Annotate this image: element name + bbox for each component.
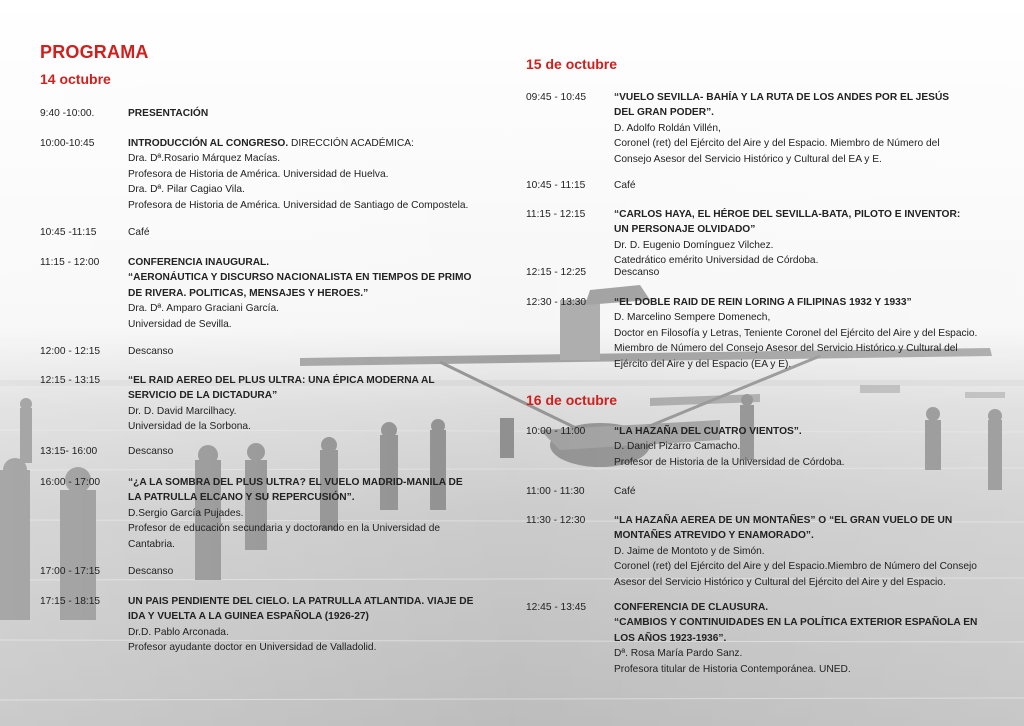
session-line bbox=[128, 625, 473, 640]
session-line bbox=[128, 444, 173, 459]
session-time: 12:45 - 13:45 bbox=[526, 602, 587, 613]
session-line bbox=[128, 609, 473, 624]
session-line bbox=[128, 255, 471, 270]
session-line bbox=[614, 238, 960, 253]
session-line bbox=[614, 222, 960, 237]
session-info-text: Profesor de educación secundaria y doctorando en la Universidad de bbox=[128, 523, 441, 535]
session-details bbox=[614, 600, 977, 677]
session-line bbox=[128, 301, 471, 316]
session-info-text: D. Daniel Pizarro Camacho. bbox=[614, 441, 741, 453]
session-info-text: Café bbox=[614, 486, 636, 497]
session-details bbox=[128, 344, 173, 359]
session-info-text: Asesor del Servicio Histórico y Cultural del Ejército del Aire y del Espacio. bbox=[614, 576, 946, 588]
session-info-text: Coronel (ret) del Ejército del Aire y del Espacio.Miembro de Número del Consejo bbox=[614, 561, 977, 573]
session-info-text: DIRECCIÓN ACADÉMICA: bbox=[288, 138, 414, 149]
session-time: 12:30 - 13:30 bbox=[526, 297, 587, 308]
session-heading-text: SERVICIO DE LA DICTADURA” bbox=[128, 390, 278, 402]
session-info-text: Miembro de Número del Consejo Asesor del Servicio Histórico y Cultural del bbox=[614, 343, 958, 355]
session-details bbox=[614, 513, 977, 590]
session-info-text: D. Adolfo Roldán Villén, bbox=[614, 122, 721, 134]
session-info-text: Cantabria. bbox=[128, 538, 176, 550]
session-info-text: Consejo Asesor del Servicio Histórico y Cultural del EA y E. bbox=[614, 153, 882, 165]
session-details bbox=[128, 225, 150, 240]
session-info-text: Universidad de Sevilla. bbox=[128, 318, 232, 330]
session-details bbox=[128, 106, 208, 121]
session-line bbox=[128, 475, 463, 490]
session-heading-text: MONTAÑES ATREVIDO Y ENAMORADO”. bbox=[614, 530, 814, 542]
session-info-text: Catedrático emérito Universidad de Córdoba. bbox=[614, 255, 819, 267]
session-line bbox=[128, 136, 468, 151]
session-info-text: Profesor de Historia de la Universidad de Córdoba. bbox=[614, 456, 845, 468]
session-heading-text: CONFERENCIA DE CLAUSURA. bbox=[614, 602, 769, 613]
session-line bbox=[614, 615, 977, 630]
session-info-text: D. Jaime de Montoto y de Simón. bbox=[614, 545, 765, 557]
session-line bbox=[128, 270, 471, 285]
session-info-text: Descanso bbox=[128, 346, 174, 357]
session-details bbox=[128, 255, 471, 332]
session-line bbox=[128, 344, 173, 359]
session-heading-text: “VUELO SEVILLA- BAHÍA Y LA RUTA DE LOS ANDES POR EL JESÚS bbox=[614, 92, 950, 103]
session-time: 10:45 - 11:15 bbox=[526, 180, 586, 191]
session-line bbox=[128, 225, 150, 240]
session-time: 10:00 - 11:00 bbox=[526, 426, 586, 437]
session-info-text: Descanso bbox=[614, 267, 660, 278]
session-details bbox=[128, 594, 473, 656]
session-heading-text: “CAMBIOS Y CONTINUIDADES EN LA POLÍTICA EXTERIOR ESPAÑOLA EN bbox=[614, 617, 978, 629]
session-details bbox=[614, 484, 636, 499]
session-line bbox=[128, 373, 435, 388]
session-line bbox=[128, 564, 173, 579]
session-line bbox=[614, 326, 977, 341]
day-heading-15-octubre: 15 de octubre bbox=[526, 56, 618, 72]
session-line bbox=[128, 521, 463, 536]
session-info-text: Universidad de la Sorbona. bbox=[128, 421, 251, 433]
session-info-text: Coronel (ret) del Ejército del Aire y del Espacio. Miembro de Número del bbox=[614, 138, 940, 150]
session-time: 10:45 -11:15 bbox=[40, 227, 97, 238]
session-line bbox=[614, 439, 844, 454]
session-details bbox=[614, 90, 949, 167]
session-heading-text: “LA HAZAÑA DEL CUATRO VIENTOS”. bbox=[614, 426, 802, 437]
session-line bbox=[614, 310, 977, 325]
session-details bbox=[128, 373, 435, 435]
session-line bbox=[128, 404, 435, 419]
session-line bbox=[128, 182, 468, 197]
session-info-text: Café bbox=[614, 180, 636, 191]
session-info-text: Dr. D. David Marcilhacy. bbox=[128, 405, 237, 417]
session-line bbox=[128, 594, 473, 609]
session-heading-text: CONFERENCIA INAUGURAL. bbox=[128, 257, 270, 268]
session-heading-text: “CARLOS HAYA, EL HÉROE DEL SEVILLA-BATA, PILOTO E INVENTOR: bbox=[614, 209, 961, 220]
session-line bbox=[614, 631, 977, 646]
session-line bbox=[128, 537, 463, 552]
session-info-text: Profesora de Historia de América. Universidad de Santiago de Compostela. bbox=[128, 199, 469, 211]
session-line bbox=[128, 388, 435, 403]
session-line bbox=[614, 90, 949, 105]
session-line bbox=[614, 207, 960, 222]
session-time: 12:15 - 13:15 bbox=[40, 375, 101, 386]
session-line bbox=[128, 640, 473, 655]
session-line bbox=[614, 178, 636, 193]
session-line bbox=[128, 286, 471, 301]
session-info-text: Dª. Rosa María Pardo Sanz. bbox=[614, 648, 743, 660]
session-line bbox=[614, 121, 949, 136]
session-time: 10:00-10:45 bbox=[40, 138, 95, 149]
session-line bbox=[128, 198, 468, 213]
session-heading-text: LOS AÑOS 1923-1936”. bbox=[614, 632, 727, 644]
session-time: 09:45 - 10:45 bbox=[526, 92, 587, 103]
session-details bbox=[614, 178, 636, 193]
session-line bbox=[614, 646, 977, 661]
session-heading-text: INTRODUCCIÓN AL CONGRESO. bbox=[128, 138, 289, 149]
session-info-text: Profesora titular de Historia Contemporánea. UNED. bbox=[614, 663, 851, 675]
session-info-text: Dr.D. Pablo Arconada. bbox=[128, 626, 229, 638]
session-line bbox=[128, 167, 468, 182]
day-heading-14-octubre: 14 octubre bbox=[40, 71, 111, 87]
session-details bbox=[128, 564, 173, 579]
session-line bbox=[614, 575, 977, 590]
session-heading-text: “AERONÁUTICA Y DISCURSO NACIONALISTA EN TIEMPOS DE PRIMO bbox=[128, 272, 472, 284]
session-heading-text: LA PATRULLA ELCANO Y SU REPERCUSIÓN”. bbox=[128, 492, 355, 504]
session-heading-text: “EL RAID AEREO DEL PLUS ULTRA: UNA ÉPICA MODERNA AL bbox=[128, 375, 435, 386]
session-line bbox=[614, 528, 977, 543]
session-line bbox=[128, 106, 208, 121]
session-time: 17:00 - 17:15 bbox=[40, 566, 101, 577]
session-line bbox=[614, 295, 977, 310]
session-line bbox=[614, 105, 949, 120]
session-line bbox=[614, 265, 659, 280]
session-line bbox=[614, 513, 977, 528]
session-heading-text: “¿A LA SOMBRA DEL PLUS ULTRA? EL VUELO MADRID-MANILA DE bbox=[128, 477, 463, 488]
session-line bbox=[614, 455, 844, 470]
session-details bbox=[614, 265, 659, 280]
session-info-text: Profesora de Historia de América. Universidad de Huelva. bbox=[128, 168, 389, 180]
session-details bbox=[614, 207, 960, 269]
session-heading-text: UN PERSONAJE OLVIDADO” bbox=[614, 224, 756, 236]
session-info-text: Dra. Dª.Rosario Márquez Macías. bbox=[128, 153, 281, 165]
session-time: 16:00 - 17:00 bbox=[40, 477, 101, 488]
session-info-text: D.Sergio García Pujades. bbox=[128, 507, 244, 519]
session-info-text: Descanso bbox=[128, 446, 174, 457]
session-time: 11:15 - 12:00 bbox=[40, 257, 100, 268]
session-details bbox=[128, 475, 463, 552]
session-line bbox=[614, 559, 977, 574]
session-line bbox=[614, 484, 636, 499]
session-heading-text: “LA HAZAÑA AEREA DE UN MONTAÑES” O “EL GRAN VUELO DE UN bbox=[614, 515, 953, 526]
session-line bbox=[614, 136, 949, 151]
session-heading-text: DEL GRAN PODER”. bbox=[614, 107, 714, 119]
session-line bbox=[128, 317, 471, 332]
session-line bbox=[614, 424, 844, 439]
session-time: 12:15 - 12:25 bbox=[526, 267, 587, 278]
session-details bbox=[128, 444, 173, 459]
session-details bbox=[128, 136, 468, 213]
session-info-text: Ejército del Aire y del Espacio (EA y E). bbox=[614, 358, 792, 370]
page-title: PROGRAMA bbox=[40, 42, 149, 62]
session-time: 17:15 - 18:15 bbox=[40, 596, 101, 607]
session-line bbox=[128, 506, 463, 521]
session-time: 13:15- 16:00 bbox=[40, 446, 98, 457]
session-heading-text: “EL DOBLE RAID DE REIN LORING A FILIPINAS 1932 Y 1933” bbox=[614, 297, 912, 308]
session-line bbox=[614, 152, 949, 167]
session-info-text: Dra. Dª. Pilar Cagiao Vila. bbox=[128, 184, 245, 196]
session-time: 11:15 - 12:15 bbox=[526, 209, 586, 220]
session-line bbox=[614, 662, 977, 677]
session-heading-text: UN PAIS PENDIENTE DEL CIELO. LA PATRULLA ATLANTIDA. VIAJE DE bbox=[128, 596, 474, 607]
session-line bbox=[614, 600, 977, 615]
session-info-text: Doctor en Filosofía y Letras, Teniente Coronel del Ejército del Aire y del Espacio. bbox=[614, 327, 978, 339]
session-heading-text: PRESENTACIÓN bbox=[128, 108, 209, 119]
session-heading-text: IDA Y VUELTA A LA GUINEA ESPAÑOLA (1926-27) bbox=[128, 611, 369, 623]
session-details bbox=[614, 295, 977, 372]
session-info-text: Café bbox=[128, 227, 150, 238]
session-line bbox=[128, 151, 468, 166]
day-heading-16-octubre: 16 de octubre bbox=[526, 392, 618, 408]
session-time: 9:40 -10:00. bbox=[40, 108, 95, 119]
session-info-text: Dr. D. Eugenio Domínguez Vilchez. bbox=[614, 239, 774, 251]
session-time: 12:00 - 12:15 bbox=[40, 346, 101, 357]
session-info-text: D. Marcelino Sempere Domenech, bbox=[614, 312, 771, 324]
session-line bbox=[128, 419, 435, 434]
session-line bbox=[128, 490, 463, 505]
session-info-text: Dra. Dª. Amparo Graciani García. bbox=[128, 303, 279, 315]
session-line bbox=[614, 341, 977, 356]
session-details bbox=[614, 424, 844, 470]
session-heading-text: DE RIVERA. POLITICAS, MENSAJES Y HEROES.” bbox=[128, 287, 369, 299]
session-time: 11:30 - 12:30 bbox=[526, 515, 586, 526]
session-time: 11:00 - 11:30 bbox=[526, 486, 585, 497]
session-info-text: Profesor ayudante doctor en Universidad de Valladolid. bbox=[128, 642, 377, 654]
session-line bbox=[614, 253, 960, 268]
session-line bbox=[614, 357, 977, 372]
session-info-text: Descanso bbox=[128, 566, 174, 577]
session-line bbox=[614, 544, 977, 559]
